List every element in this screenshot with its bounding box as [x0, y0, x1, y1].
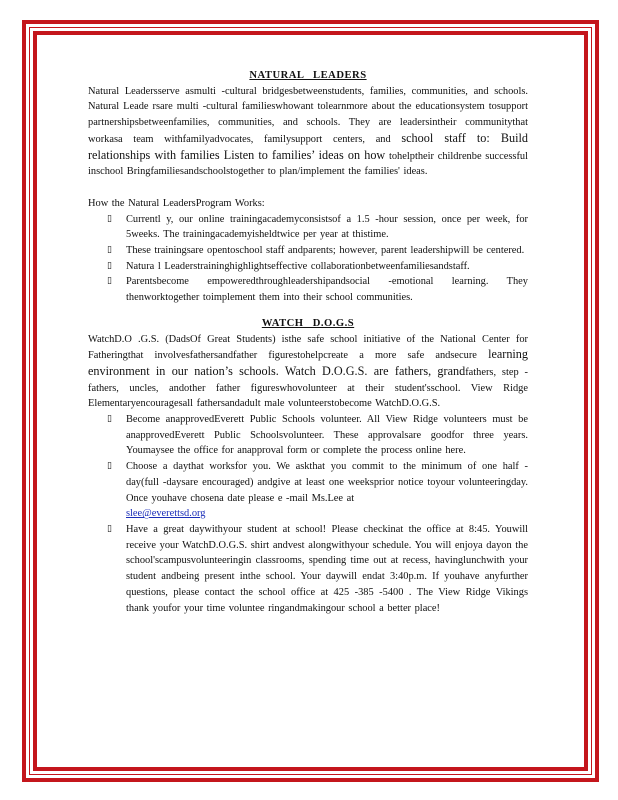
bullet-box-icon: ▯ — [107, 260, 112, 271]
email-link[interactable]: slee@everettsd.org — [126, 508, 206, 520]
how-it-works-heading: How the Natural LeadersProgram Works: — [88, 197, 265, 209]
list-item-text: Natura l Leaderstraininghighlightseffective collaborationbetweenfamiliesandstaff. — [126, 260, 470, 272]
intro-text-a: WatchD.O .G.S. (DadsOf Great Students) isthe safe school initiative of the National Center for Fatheringthat involvesfathersandfather figurestohelpcreate a more safe andsecure — [88, 333, 528, 362]
list-item-text: Parentsbecome empoweredthroughleadershipandsocial -emotional learning. They thenworktogether toimplement them into their school communities. — [126, 276, 528, 304]
natural-leaders-intro — [88, 84, 528, 180]
bullet-box-icon: ▯ — [107, 245, 112, 256]
list-item-text: Have a great daywithyour student at school! Please checkinat the office at 8:45. Youwill receive your WatchD.O.G.S. shirt andvest alongwithyour schedule. You will enjoya dayon the school'scampusvolunteeringin classrooms, spending time out at recess, havinglunchwith your student andbeing present inthe school. Your daywill endat 3:40p.m. If youhave anyfurther questions, please contact the school office at 425 -385 -5400 . The View Ridge Vikings thank youfor your time voluntee ringandmakingour school a better place! — [126, 523, 528, 614]
document-body — [88, 68, 528, 616]
list-item — [88, 522, 528, 616]
list-item — [88, 243, 528, 259]
list-item-text: Become anapprovedEverett Public Schools volunteer. All View Ridge volunteers must be anapprovedEverett Public Schoolsvolunteer. These approvalsare goodfor three years. Youmaysee the office for anapproval form or complete the process online here. — [126, 414, 528, 457]
list-item-text: Currentl y, our online trainingacademyconsistsof a 1.5 -hour session, once per week, for 5weeks. The trainingacademyisheldtwice per year at thistime. — [126, 213, 528, 241]
bullet-box-icon: ▯ — [107, 414, 112, 425]
intro-text-b: school staff to: Build relationships with families Listen to families’ ideas on how — [88, 130, 528, 162]
watch-dogs-intro — [88, 332, 528, 413]
list-item — [88, 412, 528, 459]
spacer — [88, 180, 528, 196]
list-item-text: These trainingsare opentoschool staff andparents; however, parent leadershipwill be centered. — [126, 245, 525, 257]
spacer — [88, 306, 528, 316]
list-item — [88, 274, 528, 305]
intro-text-c: fathers, step -fathers, uncles, andother father figureswhovolunteer at their student'sschool. View Ridge Elementaryencouragesall fathersandadult male volunteerstobecome WatchD.O.G.S. — [88, 366, 528, 410]
list-item-text: Choose a daythat worksfor you. We askthat you commit to the minimum of one half -day(full -daysare encouraged) andgive at least one weeksprior notice toyour volunteeringday. Once youhave chosena date please e -mail Ms.Lee at — [126, 461, 528, 504]
natural-leaders-heading: NATURAL LEADERS — [249, 70, 367, 81]
watch-dogs-list — [88, 412, 528, 616]
bullet-box-icon: ▯ — [107, 523, 112, 534]
natural-leaders-list — [88, 212, 528, 306]
list-item — [88, 259, 528, 275]
watch-dogs-heading: WATCH D.O.G.S — [261, 317, 355, 329]
list-item — [88, 212, 528, 243]
bullet-box-icon: ▯ — [107, 276, 112, 287]
bullet-box-icon: ▯ — [107, 213, 112, 224]
intro-text-b: learning environment in our nation’s schools. Watch D.O.G.S. are fathers, grand — [88, 347, 528, 378]
intro-text-c: tohelptheir childrenbe successful inschool Bringfamiliesandschoolstogether to plan/implement the families' ideas. — [88, 150, 528, 178]
bullet-box-icon: ▯ — [107, 461, 112, 472]
intro-text-a: Natural Leadersserve asmulti -cultural bridgesbetweenstudents, families, communities, and schools. Natural Leade rsare multi -cultural familieswhowant tolearnmore about the educationsystem tosupport partnershipsbetweenfamilies, communities, and schools. They are leadersintheir communitythat workasa team withfamilyadvocates, familysupport centers, and — [88, 85, 528, 145]
list-item — [88, 459, 528, 522]
